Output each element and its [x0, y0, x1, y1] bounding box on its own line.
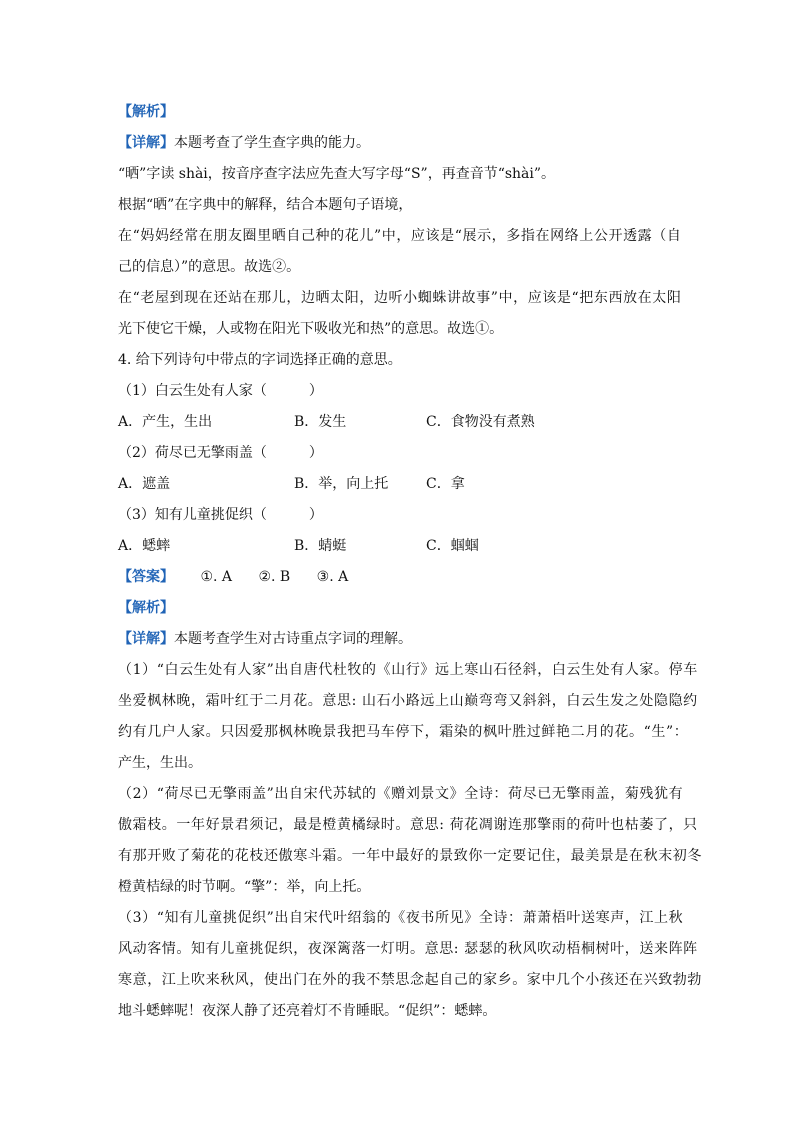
- detail-line-2: [118, 629, 698, 649]
- paragraph-3-line: 风动客情。知有儿童挑促织，夜深篱落一灯明。意思: 瑟瑟的秋风吹动梧桐树叶，送来阵阵: [118, 941, 698, 957]
- paragraph-2-line: 傲霜枝。一年好景君须记，最是橙黄橘绿时。意思: 荷花凋谢连那擎雨的荷叶也枯萎了，只: [118, 817, 698, 833]
- option-b: B．蜻蜓: [294, 538, 347, 554]
- answer-label: 【答案】: [118, 569, 174, 585]
- answer-item: ②. B: [258, 569, 291, 585]
- option-a: A．产生，生出: [118, 414, 213, 430]
- detail-label-2: 【详解】: [118, 631, 174, 647]
- option-c: C．蝈蝈: [426, 538, 479, 554]
- paragraph-1-line: 产生，生出。: [118, 755, 202, 771]
- detail-line-1: [118, 133, 698, 153]
- explanation-line: “晒”字读 shài，按音序查字法应先查大写字母“S”，再查音节“shài”。: [118, 166, 556, 182]
- explanation-line: 在“老屋到现在还站在那儿，边晒太阳，边听小蜘蛛讲故事”中，应该是“把东西放在太阳: [118, 290, 682, 306]
- paragraph-2-line: 有那开败了菊花的花枝还傲寒斗霜。一年中最好的景致你一定要记住，最美景是在秋末初冬: [118, 848, 702, 864]
- paragraph-2-line: 橙黄桔绿的时节啊。“擎”：举，向上托。: [118, 879, 371, 895]
- option-a: A．蟋蟀: [118, 538, 171, 554]
- question-prompt-2: （2）荷尽已无擎雨盖（ ）: [118, 445, 323, 461]
- option-a: A．遮盖: [118, 476, 171, 492]
- detail-text-1: 本题考查了学生查字典的能力。: [174, 135, 370, 151]
- question-prompt-1: （1）白云生处有人家（ ）: [118, 383, 323, 399]
- question-title: 4. 给下列诗句中带点的字词选择正确的意思。: [118, 352, 402, 368]
- option-b: B．发生: [294, 414, 347, 430]
- paragraph-1-line: 坐爱枫林晚，霜叶红于二月花。意思: 山石小路远上山巅弯弯又斜斜，白云生发之处隐隐约: [118, 693, 698, 709]
- explanation-line: 光下使它干燥，人或物在阳光下吸收光和热”的意思。故选①。: [118, 321, 504, 337]
- analysis-heading-2: 【解析】: [118, 600, 174, 616]
- explanation-line: 在“妈妈经常在朋友圈里晒自己种的花儿”中，应该是“展示，多指在网络上公开透露（自: [118, 228, 682, 244]
- explanation-line: 己的信息）”的意思。故选②。: [118, 259, 301, 275]
- paragraph-3-line: （3）“知有儿童挑促织”出自宋代叶绍翁的《夜书所见》全诗：萧萧梧叶送寒声，江上秋: [118, 910, 684, 926]
- option-c: C．拿: [426, 476, 465, 492]
- paragraph-3-line: 寒意，江上吹来秋风，使出门在外的我不禁思念起自己的家乡。家中几个小孩还在兴致勃勃: [118, 972, 702, 988]
- paragraph-1-line: （1）“白云生处有人家”出自唐代杜牧的《山行》远上寒山石径斜，白云生处有人家。停车: [118, 662, 698, 678]
- analysis-heading-1: 【解析】: [118, 104, 174, 120]
- detail-label-1: 【详解】: [118, 135, 174, 151]
- paragraph-1-line: 约有几户人家。只因爱那枫林晚景我把马车停下，霜染的枫叶胜过鲜艳二月的花。“生”：: [118, 724, 689, 740]
- answer-item: ①. A: [200, 569, 233, 585]
- paragraph-2-line: （2）“荷尽已无擎雨盖”出自宋代苏轼的《赠刘景文》全诗：荷尽已无擎雨盖，菊残犹有: [118, 786, 684, 802]
- paragraph-3-line: 地斗蟋蟀呢！夜深人静了还亮着灯不肯睡眠。“促织”：蟋蟀。: [118, 1003, 497, 1019]
- answer-item: ③. A: [316, 569, 349, 585]
- detail-text-2: 本题考查学生对古诗重点字词的理解。: [174, 631, 412, 647]
- option-b: B．举，向上托: [294, 476, 389, 492]
- question-prompt-3: （3）知有儿童挑促织（ ）: [118, 507, 323, 523]
- answer-line: [118, 567, 698, 587]
- option-c: C．食物没有煮熟: [426, 414, 535, 430]
- explanation-line: 根据“晒”在字典中的解释，结合本题句子语境，: [118, 197, 413, 213]
